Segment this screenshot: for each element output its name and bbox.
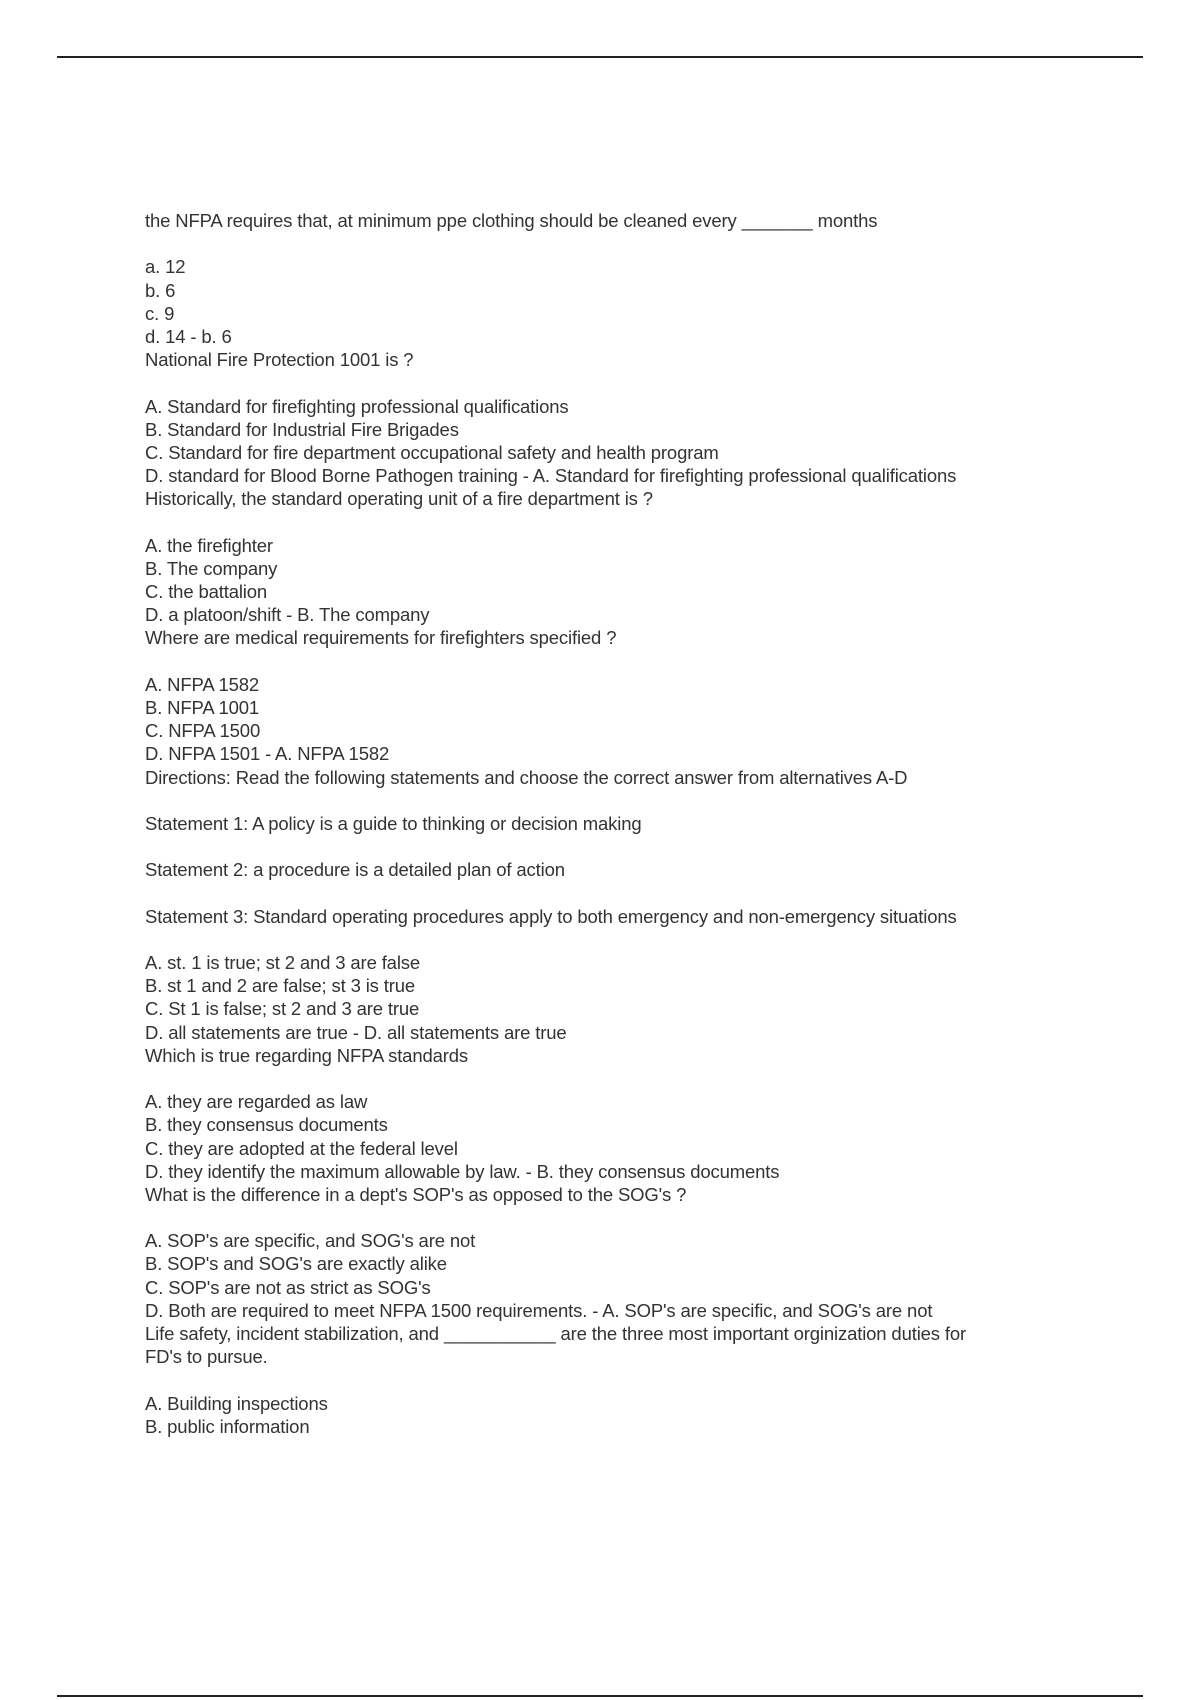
- blank-line: [145, 881, 1085, 904]
- text-line: A. SOP's are specific, and SOG's are not: [145, 1230, 476, 1252]
- text-line: A. they are regarded as law: [145, 1091, 368, 1113]
- text-line: C. NFPA 1500: [145, 720, 261, 742]
- blank-line: [145, 928, 1085, 951]
- blank-line: [145, 510, 1085, 533]
- text-line: C. Standard for fire department occupational safety and health program: [145, 441, 719, 463]
- text-line: D. standard for Blood Borne Pathogen training - A. Standard for firefighting professional qualifications: [145, 465, 957, 487]
- document-body: [145, 209, 1085, 1438]
- text-line: Which is true regarding NFPA standards: [145, 1044, 468, 1066]
- text-line: A. st. 1 is true; st 2 and 3 are false: [145, 952, 421, 973]
- text-line: Statement 3: Standard operating procedures apply to both emergency and non-emergency situations: [145, 905, 957, 927]
- text-line: D. all statements are true - D. all statements are true: [145, 1021, 567, 1043]
- text-line: B. The company: [145, 557, 278, 579]
- footer-rule: [57, 1695, 1143, 1697]
- text-line: D. they identify the maximum allowable by law. - B. they consensus documents: [145, 1160, 780, 1182]
- text-line: A. Building inspections: [145, 1392, 328, 1414]
- text-line: B. they consensus documents: [145, 1114, 388, 1136]
- blank-line: [145, 371, 1085, 394]
- text-line: National Fire Protection 1001 is ?: [145, 349, 414, 371]
- text-line: b. 6: [145, 279, 176, 301]
- text-line: C. St 1 is false; st 2 and 3 are true: [145, 998, 420, 1020]
- text-line: c. 9: [145, 302, 175, 324]
- text-line: C. they are adopted at the federal level: [145, 1137, 458, 1159]
- blank-line: [145, 1067, 1085, 1090]
- text-line: A. the firefighter: [145, 534, 273, 556]
- text-line: D. NFPA 1501 - A. NFPA 1582: [145, 743, 390, 765]
- text-line: B. SOP's and SOG's are exactly alike: [145, 1253, 447, 1275]
- text-line: What is the difference in a dept's SOP's as opposed to the SOG's ?: [145, 1183, 687, 1205]
- blank-line: [145, 835, 1085, 858]
- text-line: Historically, the standard operating unit of a fire department is ?: [145, 488, 653, 510]
- text-line: Statement 2: a procedure is a detailed plan of action: [145, 859, 565, 881]
- blank-line: [145, 232, 1085, 255]
- text-line: B. Standard for Industrial Fire Brigades: [145, 418, 459, 440]
- text-line: B. NFPA 1001: [145, 696, 260, 718]
- text-line: D. Both are required to meet NFPA 1500 requirements. - A. SOP's are specific, and SOG's are not: [145, 1299, 933, 1321]
- text-line: A. NFPA 1582: [145, 673, 260, 695]
- blank-line: [145, 1206, 1085, 1229]
- text-line: C. the battalion: [145, 581, 268, 602]
- blank-line: [145, 1368, 1085, 1391]
- header-rule: [57, 56, 1143, 58]
- text-line: d. 14 - b. 6: [145, 325, 232, 347]
- text-line: B. st 1 and 2 are false; st 3 is true: [145, 975, 416, 997]
- text-line: FD's to pursue.: [145, 1346, 268, 1368]
- blank-line: [145, 789, 1085, 812]
- blank-line: [145, 650, 1085, 673]
- text-line: Where are medical requirements for firefighters specified ?: [145, 627, 617, 649]
- text-line: Directions: Read the following statements and choose the correct answer from alternatives A-D: [145, 766, 908, 788]
- text-line: the NFPA requires that, at minimum ppe clothing should be cleaned every _______ months: [145, 210, 878, 231]
- text-line: B. public information: [145, 1415, 310, 1437]
- text-line: Life safety, incident stabilization, and ___________ are the three most important orginization duties for: [145, 1323, 967, 1344]
- text-line: a. 12: [145, 256, 186, 278]
- text-line: Statement 1: A policy is a guide to thinking or decision making: [145, 812, 642, 834]
- text-line: C. SOP's are not as strict as SOG's: [145, 1276, 431, 1298]
- text-line: D. a platoon/shift - B. The company: [145, 604, 430, 626]
- text-line: A. Standard for firefighting professional qualifications: [145, 395, 569, 417]
